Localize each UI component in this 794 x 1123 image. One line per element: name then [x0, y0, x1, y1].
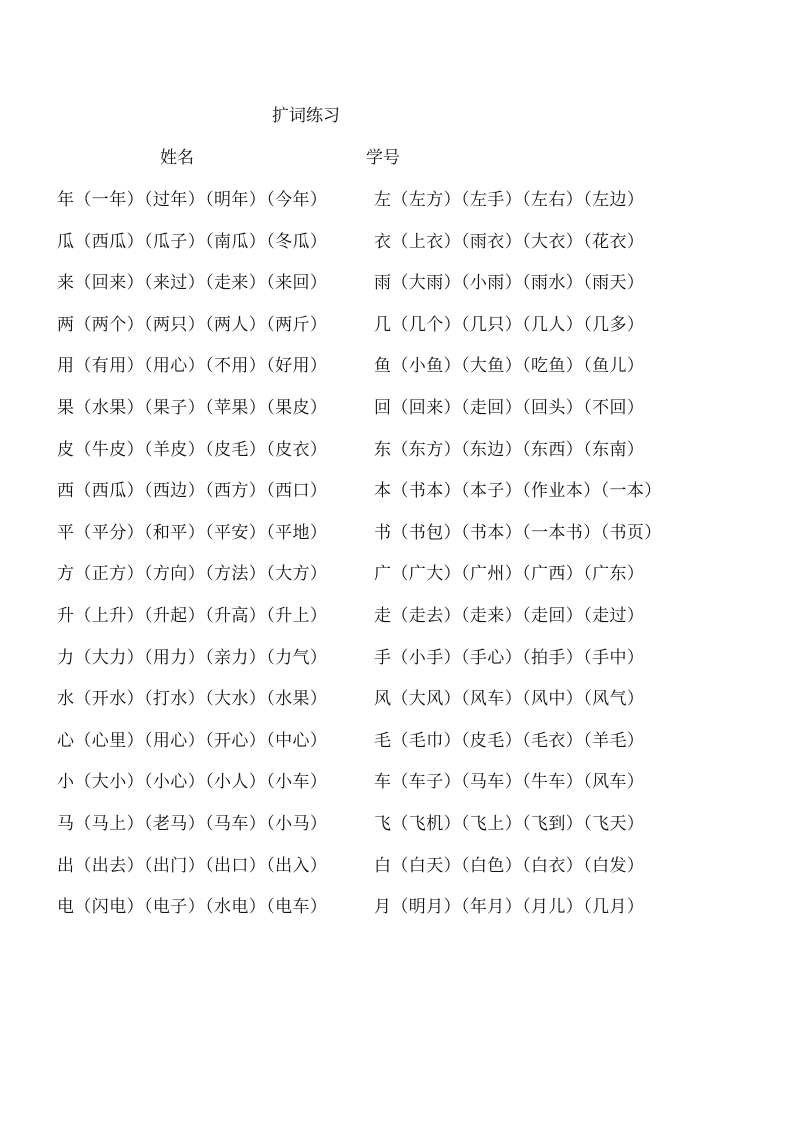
- word-expansion-row: [0, 564, 794, 606]
- word-expansion-row: [0, 856, 794, 898]
- word-expansion-row: [0, 273, 794, 315]
- left-word-group: 水（开水）（打水）（大水）（水果）: [57, 689, 328, 710]
- word-expansion-row: [0, 772, 794, 814]
- left-word-group: 平（平分）（和平）（平安）（平地）: [57, 522, 328, 543]
- word-expansion-row: [0, 232, 794, 274]
- right-word-group: 本（书本）（本子）（作业本）（一本）: [374, 481, 662, 502]
- left-word-group: 心（心里）（用心）（开心）（中心）: [57, 730, 328, 751]
- left-word-group: 力（大力）（用力）（亲力）（力气）: [57, 647, 328, 668]
- right-word-group: 风（大风）（风车）（风中）（风气）: [374, 689, 645, 710]
- left-word-group: 升（上升）（升起）（升高）（升上）: [57, 605, 328, 626]
- right-word-group: 白（白天）（白色）（白衣）（白发）: [374, 855, 645, 876]
- left-word-group: 瓜（西瓜）（瓜子）（南瓜）（冬瓜）: [57, 231, 328, 252]
- name-label: 姓名: [160, 148, 194, 168]
- left-word-group: 方（正方）（方向）（方法）（大方）: [57, 564, 328, 585]
- right-word-group: 雨（大雨）（小雨）（雨水）（雨天）: [374, 273, 645, 294]
- left-word-group: 皮（牛皮）（羊皮）（皮毛）（皮衣）: [57, 439, 328, 460]
- right-word-group: 回（回来）（走回）（回头）（不回）: [374, 397, 645, 418]
- student-id-label: 学号: [366, 148, 400, 168]
- word-expansion-list: [0, 190, 794, 939]
- left-word-group: 马（马上）（老马）（马车）（小马）: [57, 813, 328, 834]
- word-expansion-row: [0, 731, 794, 773]
- left-word-group: 用（有用）（用心）（不用）（好用）: [57, 356, 328, 377]
- left-word-group: 西（西瓜）（西边）（西方）（西口）: [57, 481, 328, 502]
- word-expansion-row: [0, 523, 794, 565]
- right-word-group: 几（几个）（几只）（几人）（几多）: [374, 314, 645, 335]
- word-expansion-row: [0, 356, 794, 398]
- word-expansion-row: [0, 689, 794, 731]
- word-expansion-row: [0, 606, 794, 648]
- document-title: 扩词练习: [272, 106, 340, 126]
- right-word-group: 东（东方）（东边）（东西）（东南）: [374, 439, 645, 460]
- right-word-group: 衣（上衣）（雨衣）（大衣）（花衣）: [374, 231, 645, 252]
- left-word-group: 年（一年）（过年）（明年）（今年）: [57, 190, 328, 210]
- left-word-group: 果（水果）（果子）（苹果）（果皮）: [57, 397, 328, 418]
- right-word-group: 走（走去）（走来）（走回）（走过）: [374, 605, 645, 626]
- left-word-group: 小（大小）（小心）（小人）（小车）: [57, 772, 328, 793]
- right-word-group: 飞（飞机）（飞上）（飞到）（飞天）: [374, 813, 645, 834]
- right-word-group: 月（明月）（年月）（月儿）（几月）: [374, 897, 645, 918]
- right-word-group: 书（书包）（书本）（一本书）（书页）: [374, 522, 662, 543]
- word-expansion-row: [0, 481, 794, 523]
- left-word-group: 两（两个）（两只）（两人）（两斤）: [57, 314, 328, 335]
- left-word-group: 来（回来）（来过）（走来）（来回）: [57, 273, 328, 294]
- word-expansion-row: [0, 814, 794, 856]
- word-expansion-row: [0, 398, 794, 440]
- right-word-group: 广（广大）（广州）（广西）（广东）: [374, 564, 645, 585]
- right-word-group: 左（左方）（左手）（左右）（左边）: [374, 190, 645, 210]
- left-word-group: 电（闪电）（电子）（水电）（电车）: [57, 897, 328, 918]
- word-expansion-row: [0, 648, 794, 690]
- right-word-group: 车（车子）（马车）（牛车）（风车）: [374, 772, 645, 793]
- word-expansion-row: [0, 440, 794, 482]
- word-expansion-row: [0, 315, 794, 357]
- left-word-group: 出（出去）（出门）（出口）（出入）: [57, 855, 328, 876]
- word-expansion-row: [0, 190, 794, 232]
- right-word-group: 毛（毛巾）（皮毛）（毛衣）（羊毛）: [374, 730, 645, 751]
- right-word-group: 鱼（小鱼）（大鱼）（吃鱼）（鱼儿）: [374, 356, 645, 377]
- word-expansion-row: [0, 897, 794, 939]
- right-word-group: 手（小手）（手心）（拍手）（手中）: [374, 647, 645, 668]
